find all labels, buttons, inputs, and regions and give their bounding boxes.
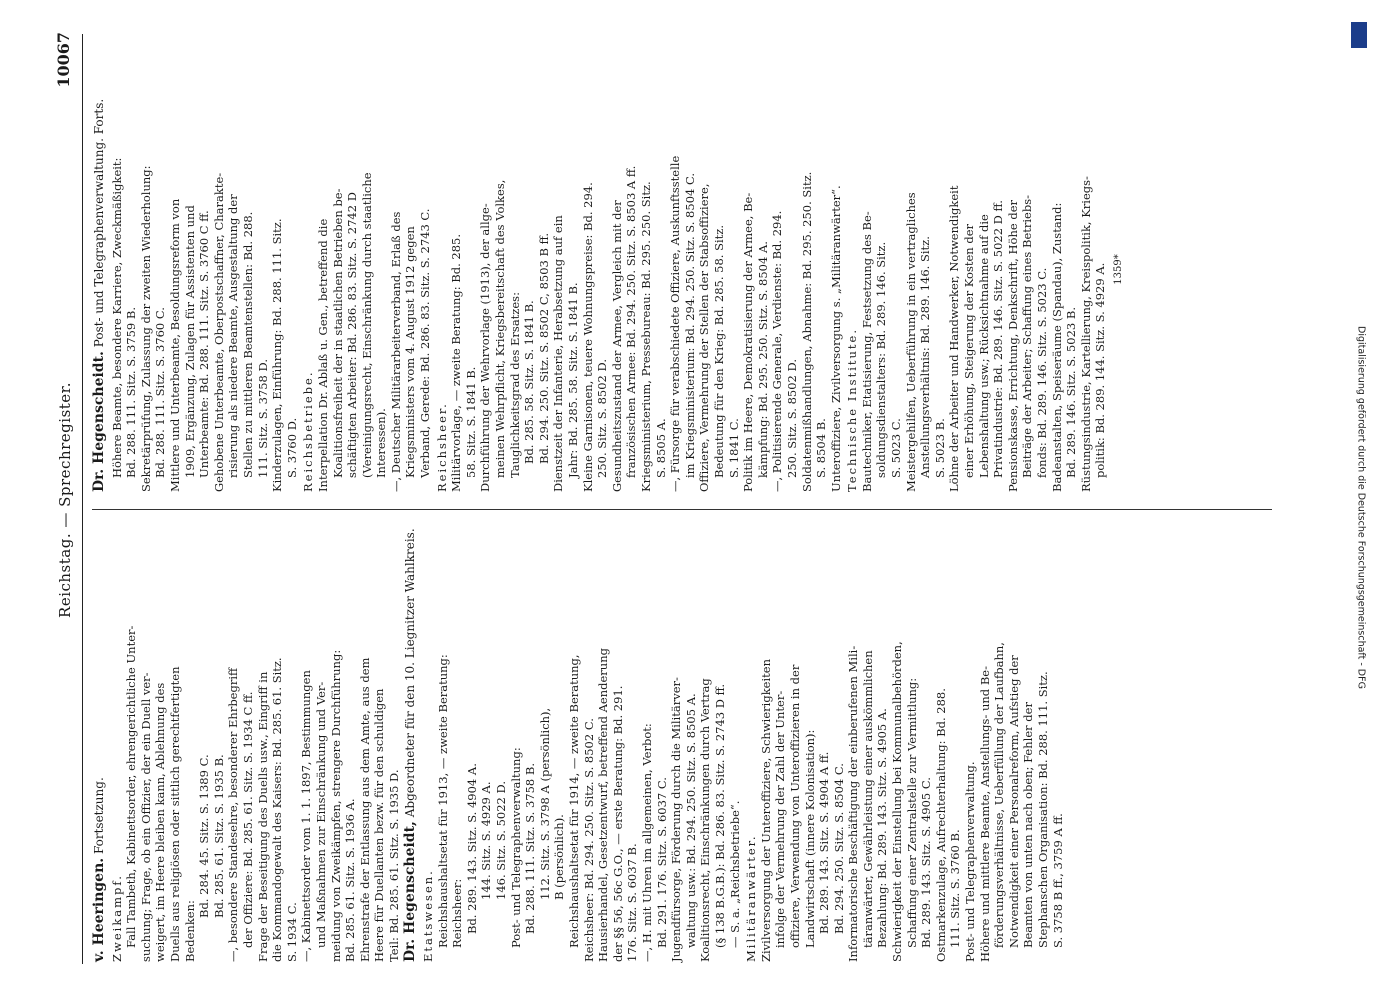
speaker-name: Dr. Hegenscheidt. [91, 351, 107, 492]
index-line: Frage der Beseitigung des Duells usw., Eingriff in [255, 671, 270, 962]
index-line: Durchführung der Wehrvorlage (1913), der allge- [478, 203, 493, 492]
index-line: Interpellation Dr. Ablaß u. Gen., betreffend die [315, 218, 330, 492]
index-line: soldungsdienstalters: Bd. 289. 146. Sitz. [874, 241, 889, 478]
index-line: Post- und Telegraphenverwaltung. [963, 761, 978, 962]
index-line: Notwendigkeit einer Personalreform, Aufstieg der [1006, 655, 1021, 948]
index-line: —, Deutscher Militärarbeiterverband, Erlaß des [388, 211, 403, 492]
speaker-name: Dr. Hegenscheidt, [402, 821, 419, 962]
index-line: S. 1841 C. [726, 418, 741, 478]
index-line: Reichsheer: [450, 878, 465, 948]
index-line: Pensionskasse, Errichtung, Denkschrift, Höhe der [1005, 199, 1020, 492]
index-line: Sekretärprüfung, Zulassung der zweiten Wiederholung: [138, 165, 153, 492]
index-line: Reichshaushaltsetat für 1913, — zweite Beratung: [435, 654, 450, 948]
index-line: Hausierhandel, Gesetzentwurf, betreffend Aenderung [596, 648, 611, 962]
index-line: Militärvorlage, — zweite Beratung: Bd. 285. [449, 233, 464, 492]
index-line: S. 5023 B. [932, 418, 947, 478]
index-line: —, H. mit Uhren im allgemeinen, Verbot: [639, 723, 654, 962]
index-line: S. 3760 D. [284, 417, 299, 478]
index-line: im Kriegsministerium: Bd. 294. 250. Sitz. S. 8504 C. [682, 172, 697, 478]
index-line: Bd. 288. 111. Sitz. S. 3759 B. [124, 306, 139, 478]
index-line: Bd. 285. 61. Sitz. S. 1936 A. [343, 798, 358, 962]
subject-heading: Zweikampf. [109, 874, 124, 962]
index-line: — S. a. „Reichsbetriebe“. [727, 800, 742, 948]
index-line: suchung; Frage, ob ein Offizier, der ein Duell ver- [138, 672, 153, 962]
index-line: Bd. 285. 61. Sitz. S. 1935 B. [211, 754, 226, 918]
signature-mark: 1359* [1112, 254, 1124, 285]
index-line: Jahr: Bd. 285. 58. Sitz. S. 1841 B. [566, 282, 580, 478]
index-line: Löhne der Arbeiter und Handwerker, Notwendigkeit [947, 185, 962, 492]
index-line: waltung usw.: Bd. 294. 250. Sitz. S. 8505 A. [683, 693, 698, 948]
index-line: 111. Sitz. S. 3760 B. [948, 829, 963, 948]
speaker-name: v. Heeringen. [91, 857, 107, 962]
index-line: Dienstzeit der Infanterie, Herabsetzung auf ein [551, 215, 566, 492]
index-line: Bezahlung: Bd. 289. 143. Sitz. S. 4905 A. [875, 708, 890, 948]
page-header [54, 0, 78, 1000]
index-line: offiziere, Verwendung von Unteroffizieren in der [787, 664, 802, 948]
subject-heading: Reichsbetriebe. [301, 370, 316, 492]
index-line: Bd. 289. 143. Sitz. S. 4904 A ff. [817, 751, 832, 934]
entry-heading [92, 47, 107, 492]
index-line: —, besondere Standesehre, besonderer Ehrbegriff [226, 667, 241, 962]
heading-rest: Post- und Telegraphenverwaltung. Forts. [92, 98, 106, 352]
index-line: Tauglichkeitsgrad des Ersatzes: [507, 292, 522, 478]
subject-heading: Technische Institute. [845, 328, 860, 492]
index-line: Beamten von unten nach oben; Fehler der [1021, 702, 1036, 948]
index-line: Unteroffiziere, Zivilversorgung s. „Militäranwärter“. [828, 185, 843, 492]
index-line: Ostmarkenzulage, Aufrechterhaltung: Bd. 288. [933, 688, 948, 962]
index-line: 58. Sitz. S. 1841 B. [463, 366, 478, 478]
index-line: Politik im Heere, Demokratisierung der Armee, Be- [741, 192, 756, 492]
index-line: förderungsverhältnisse, Ueberfüllung der Laufbahn, [992, 642, 1007, 948]
index-line: —, Kabinettsorder vom 1. 1. 1897, Bestimmungen [299, 670, 314, 962]
index-line: 146. Sitz. S. 5022 D. [494, 781, 509, 900]
index-line: 112. Sitz. S. 3798 A (persönlich), [537, 707, 552, 900]
index-line: fonds: Bd. 289. 146. Sitz. S. 5023 C. [1035, 267, 1049, 478]
index-line: Reichshaushaltsetat für 1914, — zweite Beratung, [567, 654, 581, 948]
index-line: Jugendfürsorge, Förderung durch die Militärver- [669, 677, 684, 962]
index-line: Koalitionsfreiheit der in staatlichen Betrieben be- [330, 188, 345, 478]
index-line: Ehrenstrafe der Entlassung aus dem Amte, aus dem [357, 657, 372, 962]
index-line: Bd. 291. 176. Sitz. S. 6037 C. [654, 777, 669, 948]
index-line: Kinderzulagen, Einführung: Bd. 288. 111. Sitz. [270, 218, 285, 492]
index-line: Anstellungsverhältnis: Bd. 289. 146. Sitz. [918, 236, 933, 478]
index-line: Interessen). [374, 408, 389, 478]
side-credit [1351, 22, 1367, 962]
index-line: der Offiziere: Bd. 285. 61. Sitz. S. 1934 C ff. [240, 691, 255, 948]
index-line: französischen Armee: Bd. 294. 250. Sitz. S. 8503 A ff. [624, 165, 639, 478]
index-line: Koalitionsrecht, Einschränkungen durch Vertrag [698, 678, 713, 962]
index-line: kämpfung: Bd. 295. 250. Sitz. S. 8504 A. [755, 241, 770, 478]
index-line: (Vereinigungsrecht, Einschränkung durch staatliche [359, 172, 374, 478]
index-line: Kriegsministerium, Pressebureau: Bd. 295. 250. Sitz. [638, 181, 653, 492]
index-line: Beiträge der Arbeiter; Schaffung eines Betriebs- [1020, 195, 1035, 478]
page-number: 10067 [54, 32, 73, 88]
index-line: die Kommandogewalt des Kaisers: Bd. 285. 61. Sitz. [270, 657, 285, 962]
index-line: schäftigten Arbeiter: Bd. 286. 83. Sitz. S. 2742 D [345, 192, 360, 478]
index-line: Bd. 289. 143. Sitz. S. 4905 C. [919, 777, 934, 948]
index-line: Schaffung einer Zentralstelle zur Vermittlung: [904, 677, 919, 948]
heading-rest: Fortsetzung. [92, 777, 106, 858]
index-line: Bd. 289. 146. Sitz. S. 5023 B. [1064, 306, 1079, 478]
index-line: 250. Sitz. S. 8502 D. [784, 359, 799, 478]
index-line: Landwirtschaft (innere Kolonisation): [802, 729, 817, 948]
index-line: S. 5023 C. [889, 418, 904, 478]
index-line: B (persönlich). [552, 814, 567, 900]
index-line: S. 1934 C. [284, 902, 299, 962]
index-line: Duells aus religiösen oder sittlich gerechtfertigten [167, 666, 182, 962]
index-line: 144. Sitz. S. 4929 A. [479, 781, 494, 900]
entry-heading [92, 517, 107, 962]
running-title: Reichstag. — Sprechregister. [56, 382, 74, 618]
index-line: politik: Bd. 289. 144. Sitz. S. 4929 A. [1093, 262, 1108, 478]
header-rule [82, 34, 83, 964]
index-line: meidung von Zweikämpfen, strengere Durchführung: [328, 649, 343, 962]
index-line: Bedeutung für den Krieg: Bd. 285. 58. Sitz. [711, 224, 726, 478]
index-line: S. 3758 B ff., 3759 A ff. [1050, 813, 1065, 948]
index-line: einer Erhöhung, Steigerung der Kosten der [962, 223, 977, 478]
heading-rest: Abgeordneter für den 10. Liegnitzer Wahlkreis. [403, 528, 418, 822]
column-divider [92, 509, 1272, 510]
subject-heading: Etatswesen. [421, 869, 436, 962]
index-line: Mittlere und Unterbeamte, Besoldungsreform von [167, 198, 182, 492]
index-line: Kriegsministers vom 4. August 1912 gegen [403, 226, 418, 478]
index-line: der §§ 56, 56c G.O., — erste Beratung: Bd. 291. [610, 685, 625, 962]
index-line: Bd. 294. 250. Sitz. S. 8504 C. [831, 763, 846, 934]
index-line: Gehobene Unterbeamte, Oberpostschaffner, Charakte- [211, 172, 226, 492]
index-line: S. 8505 A. [653, 418, 668, 478]
index-line: und Maßnahmen zur Einschränkung und Ver- [313, 681, 328, 948]
index-line: Kleine Garnisonen, teuere Wohnungspreise: Bd. 294. [580, 182, 595, 492]
index-line: Badeanstalten, Speiseräume (Spandau), Zustand: [1049, 202, 1064, 492]
index-line: Post- und Telegraphenverwaltung: [508, 747, 523, 948]
index-line: Stellen zu mittleren Beamtenstellen: Bd. 288. [240, 211, 255, 478]
index-line: —, Fürsorge für verabschiedete Offiziere, Auskunftsstelle [668, 155, 683, 492]
index-line: Höhere und mittlere Beamte, Anstellungs- und Be- [977, 666, 992, 962]
index-line: —, Politisierende Generale, Verdienste: Bd. 294. [770, 210, 785, 492]
index-line: 111. Sitz. S. 3758 D. [255, 359, 270, 478]
index-line: Reichsheer: Bd. 294. 250. Sitz. S. 8502 C. [581, 718, 596, 962]
index-line: Schwierigkeit der Einstellung bei Kommunalbehörden, [890, 641, 905, 962]
index-line: 176. Sitz. S. 6037 B. [625, 843, 640, 962]
index-line: Zivilversorgung der Unteroffiziere, Schwierigkeiten [758, 659, 773, 962]
index-line: meinen Wehrpflicht, Kriegsbereitschaft des Volkes, [493, 179, 508, 478]
index-line: Bd. 289. 143. Sitz. S. 4904 A. [464, 763, 479, 934]
index-line: Offiziere, Vermehrung der Stellen der Stabsoffiziere, [697, 183, 712, 492]
dfg-logo [1351, 22, 1367, 48]
index-line: Heere für Duellanten bezw. für den schuldigen [372, 688, 387, 962]
subject-heading: Reichsheer. [434, 402, 449, 492]
index-line: Stephanschen Organisation: Bd. 288. 111. Sitz. [1036, 671, 1050, 948]
index-line: 250. Sitz. S. 8502 D. [595, 359, 610, 478]
index-line: (§ 138 B.G.B.): Bd. 286. 83. Sitz. S. 2743 D ff. [712, 683, 727, 948]
index-line: Fall Tambeth, Kabinettsorder, ehrengerichtliche Unter- [124, 625, 139, 948]
index-line: Bautechniker, Etatisierung, Festsetzung des Be- [859, 211, 874, 492]
index-line: Lebenshaltung usw.; Rücksichtnahme auf die [976, 214, 991, 478]
index-line: Informatorische Beschäftigung der einberufenen Mili- [846, 645, 861, 962]
entry-heading [403, 517, 418, 962]
index-line: infolge der Vermehrung der Zahl der Unter- [773, 690, 788, 948]
index-line: Unterbeamte: Bd. 288. 111. Sitz. S. 3760 C ff. [197, 210, 212, 478]
index-line: Soldatenmißhandlungen, Abnahme: Bd. 295. 250. Sitz. [799, 171, 814, 492]
index-line: Bd. 294. 250. Sitz. S. 8502 C, 8503 B ff. [536, 232, 551, 464]
right-column [90, 47, 1127, 492]
index-line: Rüstungsindustrie, Kartellierung, Kreispolitik, Kriegs- [1078, 176, 1093, 492]
index-line: weigert, im Heere bleiben kann, Ablehnung des [153, 682, 168, 962]
digitization-note: Digitalisierung gefördert durch die Deutsche Forschungsgemeinschaft - DFG [1355, 326, 1367, 689]
index-line: Verband, Gerede: Bd. 286. 83. Sitz. S. 2743 C. [418, 208, 433, 478]
subject-heading: Militäranwärter. [744, 834, 759, 962]
index-line: Meistergehilfen, Ueberführung in ein vertragliches [903, 192, 918, 492]
index-line: Bd. 284. 45. Sitz. S. 1389 C. [197, 754, 212, 918]
left-column [90, 517, 1065, 962]
index-line: täranwärter, Gewährleistung einer auskömmlichen [860, 650, 875, 948]
index-line: Bedenken: [182, 900, 197, 962]
index-line: Teil: Bd. 285. 61. Sitz. S. 1935 D. [386, 769, 401, 962]
index-line: Bd. 285. 58. Sitz. S. 1841 B. [522, 300, 537, 464]
index-line: Bd. 288. 111. Sitz. S. 3760 C. [153, 307, 168, 478]
index-line: 1909, Ergänzung, Zulagen für Assistenten und [182, 205, 197, 478]
index-line: Gesundheitszustand der Armee, Vergleich mit der [609, 200, 624, 492]
index-line: risierung als niedere Beamte, Ausgestaltung der [226, 194, 241, 478]
index-line: Bd. 288. 111. Sitz. S. 3758 B. [523, 762, 538, 934]
index-line: Höhere Beamte, besondere Karriere, Zweckmäßigkeit: [109, 157, 124, 478]
index-line: S. 8504 B. [814, 418, 829, 478]
index-line: Privatindustrie: Bd. 289. 146. Sitz. S. 5022 D ff. [991, 200, 1006, 478]
